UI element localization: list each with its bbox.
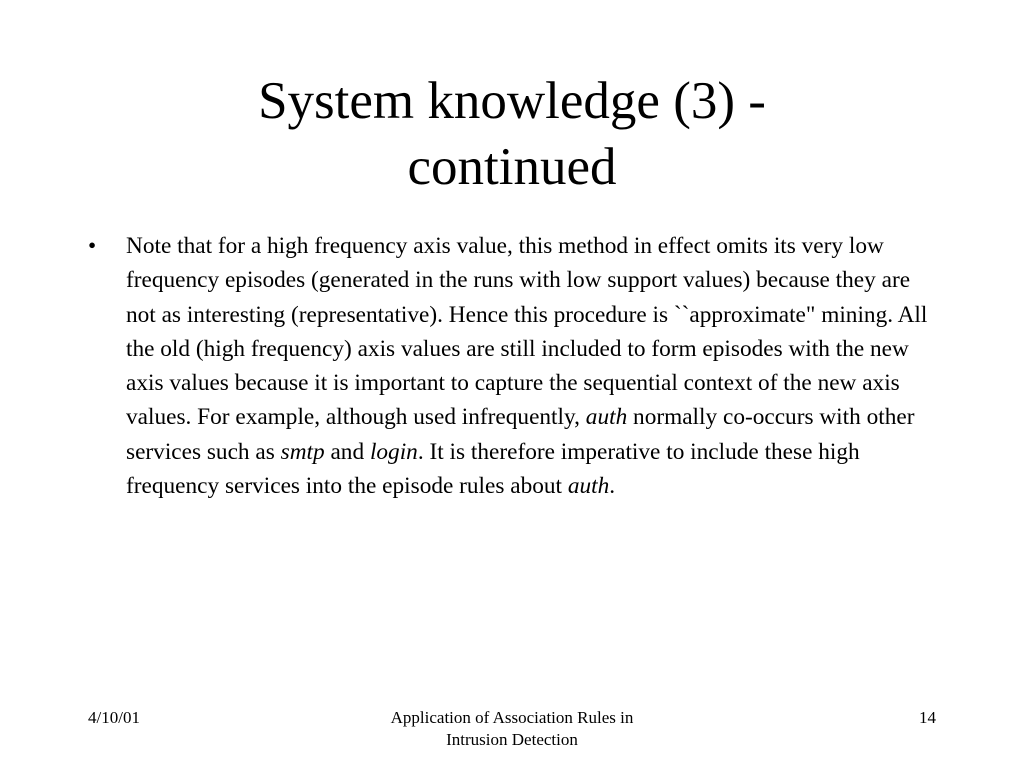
footer-title-line2: Intrusion Detection xyxy=(446,730,578,749)
text-run: . xyxy=(609,473,616,500)
bullet-text xyxy=(126,233,927,499)
text-run: normally co-occurs with other services such as xyxy=(126,404,915,465)
text-run: . It is therefore imperative to include these high frequency services into the episode rules about xyxy=(126,438,860,500)
footer-title xyxy=(342,707,682,751)
text-run: Note that for a high frequency axis value, this method in effect omits its very low frequency episodes (generated in the runs with low support values) because they are not as interesting (representative). Hence this procedure is ``approximate" mining. All the old (high frequency) axis values are still included to form episodes with the new axis values because it is important to capture the sequential context of the new axis values. For example, although used infrequently, xyxy=(126,233,928,431)
bullet-item xyxy=(88,229,938,503)
italic-term-auth: auth xyxy=(585,404,628,431)
italic-term-login: login xyxy=(369,438,418,465)
bullet-list xyxy=(88,229,938,503)
italic-term-auth: auth xyxy=(567,473,610,500)
slide-title xyxy=(112,68,912,200)
footer-date: 4/10/01 xyxy=(88,708,140,727)
bullet-icon: • xyxy=(88,233,97,259)
footer-title-line1: Application of Association Rules in xyxy=(390,708,634,727)
page-number: 14 xyxy=(919,708,936,727)
text-run: and xyxy=(324,438,370,465)
slide-title-line1: System knowledge (3) - xyxy=(258,72,766,130)
italic-term-smtp: smtp xyxy=(280,438,325,465)
slide-title-line2: continued xyxy=(407,138,617,196)
